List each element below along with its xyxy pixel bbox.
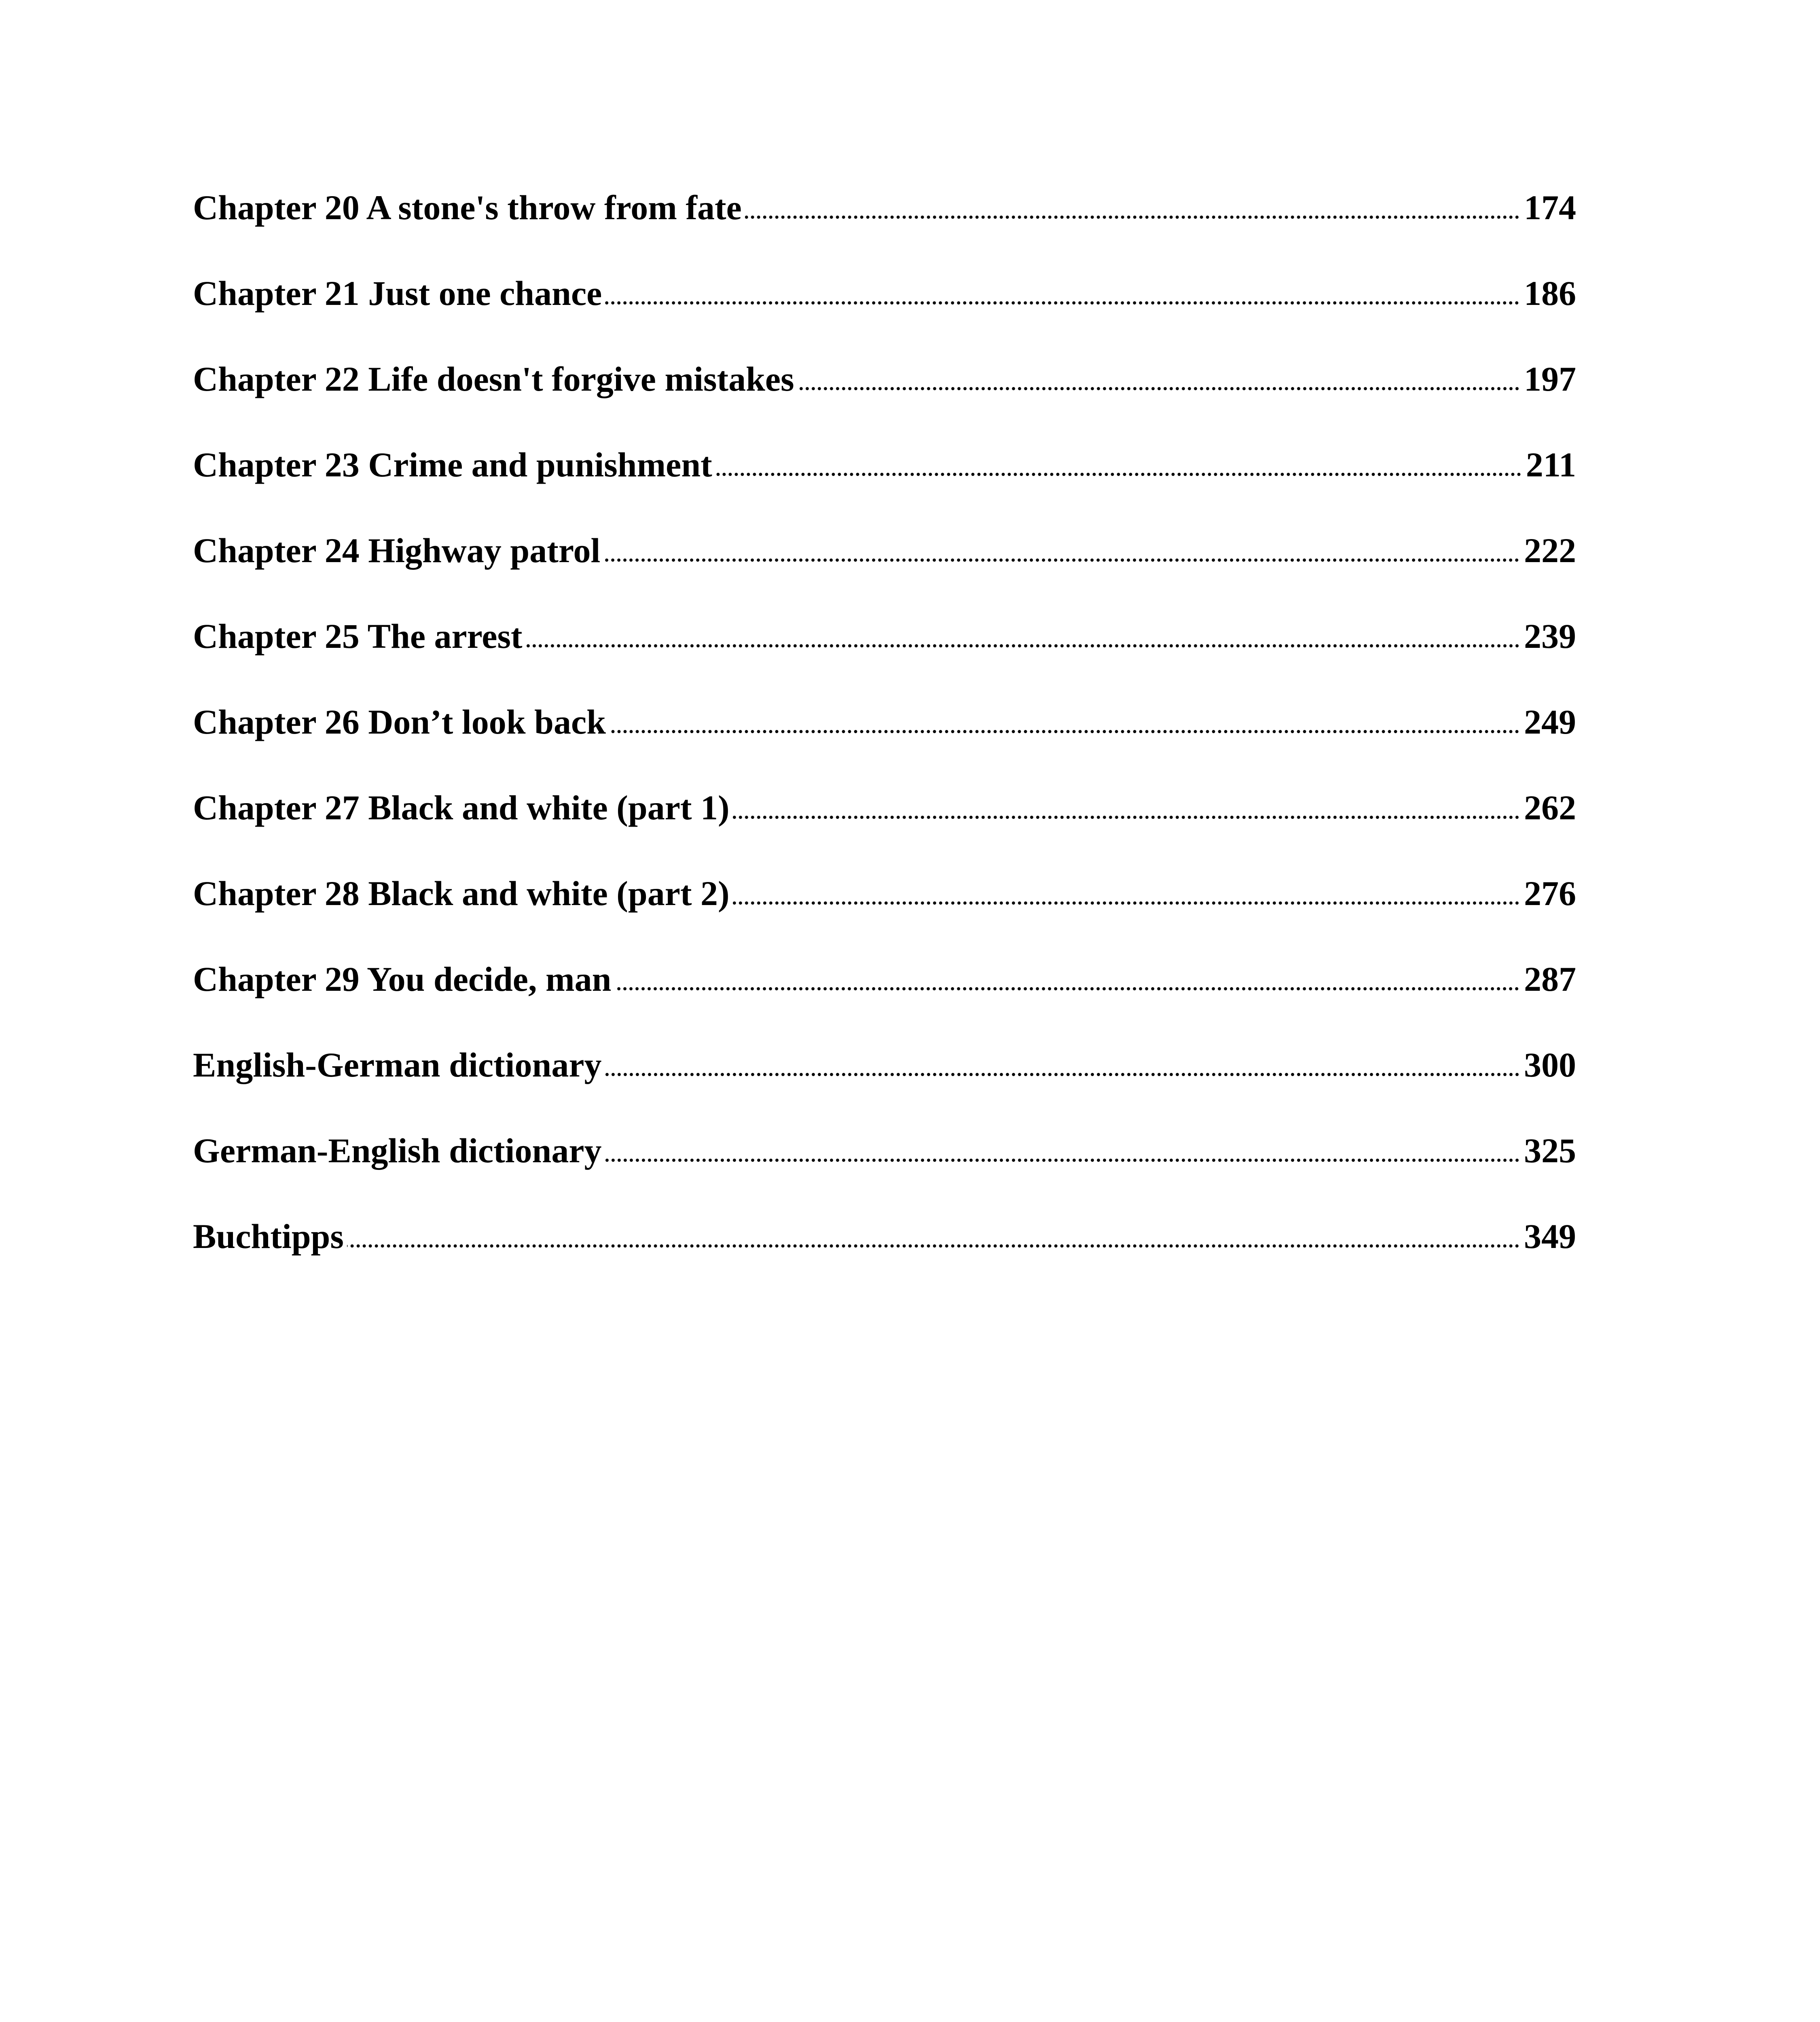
toc-entry[interactable] bbox=[193, 190, 1576, 276]
toc-entry-title: Chapter 25 The arrest bbox=[193, 617, 523, 656]
toc-entry-page: 276 bbox=[1524, 874, 1576, 913]
toc-entry-title: Buchtipps bbox=[193, 1217, 344, 1256]
toc-entry-page: 186 bbox=[1524, 274, 1576, 313]
toc-entry-page: 174 bbox=[1524, 188, 1576, 227]
dot-leader bbox=[745, 215, 1520, 219]
toc-entry-title: Chapter 24 Highway patrol bbox=[193, 531, 601, 570]
toc-entry-title: English-German dictionary bbox=[193, 1045, 602, 1084]
toc-entry[interactable] bbox=[193, 447, 1576, 533]
dot-leader bbox=[715, 472, 1522, 476]
toc-entry[interactable] bbox=[193, 790, 1576, 876]
dot-leader bbox=[798, 387, 1520, 391]
dot-leader bbox=[609, 730, 1520, 734]
dot-leader bbox=[605, 1158, 1520, 1162]
table-of-contents bbox=[193, 190, 1576, 1305]
toc-entry[interactable] bbox=[193, 619, 1576, 704]
toc-entry-title: Chapter 23 Crime and punishment bbox=[193, 445, 712, 484]
dot-leader bbox=[733, 901, 1520, 905]
dot-leader bbox=[733, 815, 1520, 819]
toc-entry-page: 325 bbox=[1524, 1131, 1576, 1170]
dot-leader bbox=[347, 1244, 1520, 1248]
toc-entry-title: Chapter 27 Black and white (part 1) bbox=[193, 788, 730, 827]
toc-entry[interactable] bbox=[193, 962, 1576, 1047]
toc-entry-title: Chapter 28 Black and white (part 2) bbox=[193, 874, 730, 913]
dot-leader bbox=[605, 301, 1520, 305]
toc-entry[interactable] bbox=[193, 1219, 1576, 1305]
toc-entry-page: 197 bbox=[1524, 360, 1576, 398]
toc-entry-title: Chapter 20 A stone's throw from fate bbox=[193, 188, 742, 227]
toc-entry-page: 287 bbox=[1524, 960, 1576, 998]
toc-entry[interactable] bbox=[193, 1047, 1576, 1133]
toc-entry-page: 349 bbox=[1524, 1217, 1576, 1256]
toc-entry[interactable] bbox=[193, 533, 1576, 619]
toc-entry[interactable] bbox=[193, 1133, 1576, 1219]
toc-entry-title: Chapter 29 You decide, man bbox=[193, 960, 612, 998]
toc-entry-page: 222 bbox=[1524, 531, 1576, 570]
toc-entry-title: Chapter 26 Don’t look back bbox=[193, 702, 606, 741]
toc-entry[interactable] bbox=[193, 876, 1576, 962]
toc-entry-title: German-English dictionary bbox=[193, 1131, 602, 1170]
dot-leader bbox=[526, 644, 1520, 648]
toc-entry[interactable] bbox=[193, 276, 1576, 362]
toc-entry-page: 300 bbox=[1524, 1045, 1576, 1084]
dot-leader bbox=[614, 987, 1520, 991]
toc-entry-page: 249 bbox=[1524, 702, 1576, 741]
toc-entry[interactable] bbox=[193, 362, 1576, 447]
toc-entry-title: Chapter 21 Just one chance bbox=[193, 274, 602, 313]
toc-entry-page: 262 bbox=[1524, 788, 1576, 827]
toc-entry-page: 239 bbox=[1524, 617, 1576, 656]
dot-leader bbox=[605, 1072, 1520, 1077]
toc-entry-page: 211 bbox=[1526, 445, 1576, 484]
toc-entry[interactable] bbox=[193, 704, 1576, 790]
dot-leader bbox=[603, 558, 1520, 562]
toc-entry-title: Chapter 22 Life doesn't forgive mistakes bbox=[193, 360, 794, 398]
